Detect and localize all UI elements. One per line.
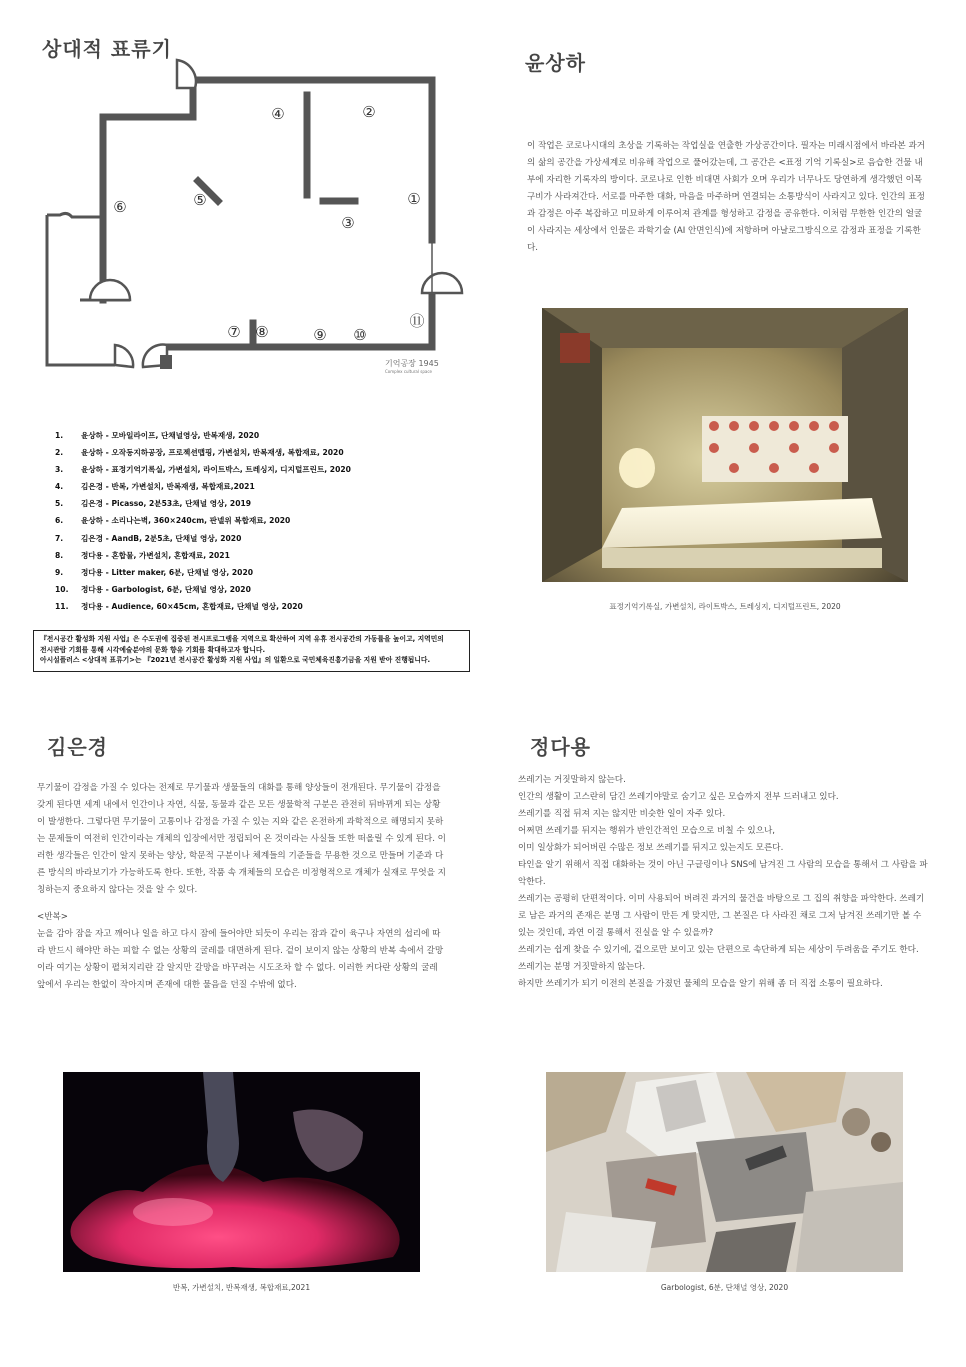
list-item: 2. 윤상하 - 오작동지하공장, 프로젝션맵핑, 가변설치, 반복재생, 복합재료, 2020 xyxy=(55,448,344,458)
floor-plan-diagram xyxy=(30,55,470,385)
floorplan-marker-8: ⑧ xyxy=(255,323,269,341)
artist3-name: 정다용 xyxy=(530,735,591,759)
artist3-description xyxy=(518,772,928,993)
artist2-paragraph: 눈을 감아 잠을 자고 깨어나 일을 하고 다시 잠에 들어야만 되듯이 우리는 잠과 같이 육구나 자연의 섭리에 따라 반드시 해야만 하는 피할 수 없는 상황의 굴레를 대면하게 된다. 겉이 보이지 않는 상황의 반복 속에서 갈망이라 여기는 상황이 펼쳐지리란 갈 알지만 갈망을 바꾸려는 시도조차 할 수 없다. 이러한 커다란 상황의 굴레 앞에서 우리는 한없이 작아지며 존재에 대한 물음을 던질 수밖에 없다. xyxy=(37,929,444,990)
venue-logo-subtext: Complex cultural space xyxy=(385,369,432,374)
floorplan-marker-4: ④ xyxy=(271,105,285,123)
list-item: 1. 윤상하 - 모바일라이프, 단채널영상, 반복재생, 2020 xyxy=(55,431,260,440)
artist3-paragraph: 어쩌면 쓰레기를 뒤지는 행위가 반인간적인 모습으로 비칠 수 있으나, xyxy=(518,826,776,836)
notice-line-3: 아시설플러스 <상대적 표류기>는 『2021년 전시공간 활성화 지원 사업』의 일환으로 국민체육진흥기금을 지원 받아 진행됩니다. xyxy=(40,656,431,664)
notice-line-1: 『전시공간 활성화 지원 사업』은 수도권에 집중된 전시프로그램을 지역으로 확산하여 지역 유휴 전시공간의 가동률을 높이고, 지역민의 xyxy=(40,635,444,643)
list-item: 7. 김은경 - AandB, 2분5초, 단채널 영상, 2020 xyxy=(55,533,242,543)
floorplan-marker-1: ① xyxy=(407,190,421,208)
artist3-paragraph: 쓰레기를 직접 뒤져 지는 않지만 비슷한 일이 자주 있다. xyxy=(518,809,726,819)
artist3-paragraph: 이미 일상화가 되어버린 수많은 정보 쓰레기를 뒤지고 있는지도 모른다. xyxy=(518,843,784,853)
artist3-paragraph: 쓰레기는 공평히 단편적이다. 이미 사용되어 버려진 과거의 물건을 바탕으로 그 집의 취향을 파악한다. 쓰레기로 남은 과거의 존재은 분명 그 사람이 만든 게 맞지만, 그 본질은 다 사라진 채로 그저 남겨진 쓰레기만 볼 수 있는 것인데, 과연 이걸 통해서 진실을 알 수 있을까? xyxy=(518,894,925,938)
floorplan-marker-2: ② xyxy=(362,103,376,121)
list-item: 9. 정다용 - Litter maker, 6분, 단채널 영상, 2020 xyxy=(55,567,254,577)
artist2-subtitle: <반복> xyxy=(37,912,69,922)
notice-line-2: 전시관람 기회를 통해 시각예술분야의 문화 향유 기회를 확대하고자 합니다. xyxy=(40,645,266,654)
list-item: 11. 정다용 - Audience, 60×45cm, 혼합재료, 단채널 영상, 2020 xyxy=(55,601,303,611)
list-item: 4. 김은경 - 반복, 가변설치, 반복재생, 복합재료,2021 xyxy=(55,482,255,492)
floorplan-marker-7: ⑦ xyxy=(227,323,241,341)
list-item: 8. 정다용 - 혼합물, 가변설치, 혼합재료, 2021 xyxy=(55,550,230,560)
list-item: 6. 윤상하 - 소리나는벽, 360×240cm, 판넬위 복합재료, 2020 xyxy=(55,516,291,526)
artist3-paragraph: 쓰레기는 거짓말하지 않는다. xyxy=(518,775,626,785)
venue-logo xyxy=(385,358,465,374)
artist2-photo xyxy=(63,1072,420,1272)
artist3-paragraph: 하지만 쓰레기가 되기 이전의 본질을 가졌던 물체의 모습을 알기 위해 좀 더 직접 소통이 필요하다. xyxy=(518,979,883,989)
floorplan-marker-10: ⑩ xyxy=(353,326,367,344)
artist2-description xyxy=(37,780,447,994)
artist2-paragraph: 무기물이 감정을 가질 수 있다는 전제로 무기물과 생물들의 대화를 통해 양상들이 전개된다. 무기물이 감정을 갖게 된다면 세계 내에서 인간이나 자연, 식물, 동물과 같은 모든 생물학적 구분은 관전히 뒤바뀌게 되는 상황이 발생한다. 그렇다면 무기물이 고통이나 감정을 가질 수 있는 지와 같은 온전하게 과학적으로 해명되지 못하는 문제들이 여전히 인간이라는 개체의 입장에서만 정립되어 온 것이라는 사실들 또한 떠올릴 수 있게 된다. 이러한 생각들은 인간이 알지 못하는 양상, 학문적 구분이나 체계들의 기준들을 무용한 것으로 만들며 기준과 다른 방식의 바라보기가 가능하도록 한다. 또한, 작품 속 개체들의 모습은 비정형적으로 개체가 실재로 무엇을 지칭하는지 중요하지 않다는 것을 알 수 있다. xyxy=(37,783,446,895)
artist1-caption: 표정기억기록실, 가변설치, 라이트박스, 트레싱지, 디지털프린트, 2020 xyxy=(609,602,841,611)
list-item: 10. 정다용 - Garbologist, 6분, 단채널 영상, 2020 xyxy=(55,584,251,594)
artist1-description xyxy=(527,138,927,257)
artist3-paragraph: 타인을 알기 위해서 직접 대화하는 것이 아닌 구글링이나 SNS에 남겨진 그 사람의 모습을 통해서 그 사람을 파악한다. xyxy=(518,860,928,887)
work-list xyxy=(55,430,475,618)
artist1-name: 윤상하 xyxy=(525,51,586,75)
floorplan-marker-9: ⑨ xyxy=(313,326,327,344)
artist1-paragraph: 이 작업은 코로나시대의 초상을 기록하는 작업실을 연출한 가상공간이다. 필자는 미래시점에서 바라본 과거의 삶의 공간을 가상세계로 비유해 작업으로 풀어갔는데, 그 공간은 <표정 기억 기록실>로 음습한 건물 내부에 자리한 기록자의 방이다. 코로나로 인한 비대면 사회가 오며 우리가 너무나도 당연하게 생각했던 이목구비가 사라져간다. 서로를 마주한 대화, 마음을 마주하며 연결되는 소통방식이 사라지고 있다. 인간의 표정과 감정은 아주 복잡하고 미묘하게 이루어져 관계를 형성하고 감정을 공유한다. 이처럼 무한한 인간의 얼굴이 사라지는 세상에서 인물은 과학기술 (AI 안면인식)에 저항하며 아날로그방식으로 감정과 표정을 기록한다. xyxy=(527,141,926,253)
artist3-caption: Garbologist, 6분, 단채널 영상, 2020 xyxy=(660,1283,789,1292)
artist3-paragraph: 쓰레기는 분명 거짓말하지 않는다. xyxy=(518,962,646,972)
floorplan-title: 상대적 표류기 xyxy=(42,37,172,61)
artist3-paragraph: 쓰레기는 쉽게 찾을 수 있기에, 겉으로만 보이고 있는 단편으로 속단하게 되는 세상이 두려움을 주기도 한다. xyxy=(518,945,919,955)
list-item: 3. 윤상하 - 표정기억기록실, 가변설치, 라이트박스, 트레싱지, 디지털프린트, 2020 xyxy=(55,465,351,475)
artist2-name: 김은경 xyxy=(47,735,108,759)
list-item: 5. 김은경 - Picasso, 2분53초, 단채널 영상, 2019 xyxy=(55,499,252,509)
floorplan-marker-11: ⑪ xyxy=(409,312,425,330)
artist3-photo xyxy=(546,1072,903,1272)
artist1-photo xyxy=(542,308,908,582)
artist3-paragraph: 인간의 생활이 고스란히 담긴 쓰레기야말로 숨기고 싶은 모습까지 전부 드러내고 있다. xyxy=(518,792,839,802)
floorplan-marker-5: ⑤ xyxy=(193,191,207,209)
artist2-caption: 반복, 가변설치, 반복재생, 복합재료,2021 xyxy=(172,1283,311,1292)
floorplan-marker-6: ⑥ xyxy=(113,198,127,216)
venue-logo-text: 기억공장 1945 xyxy=(385,359,439,368)
floorplan-marker-3: ③ xyxy=(341,214,355,232)
funding-notice xyxy=(33,630,470,672)
